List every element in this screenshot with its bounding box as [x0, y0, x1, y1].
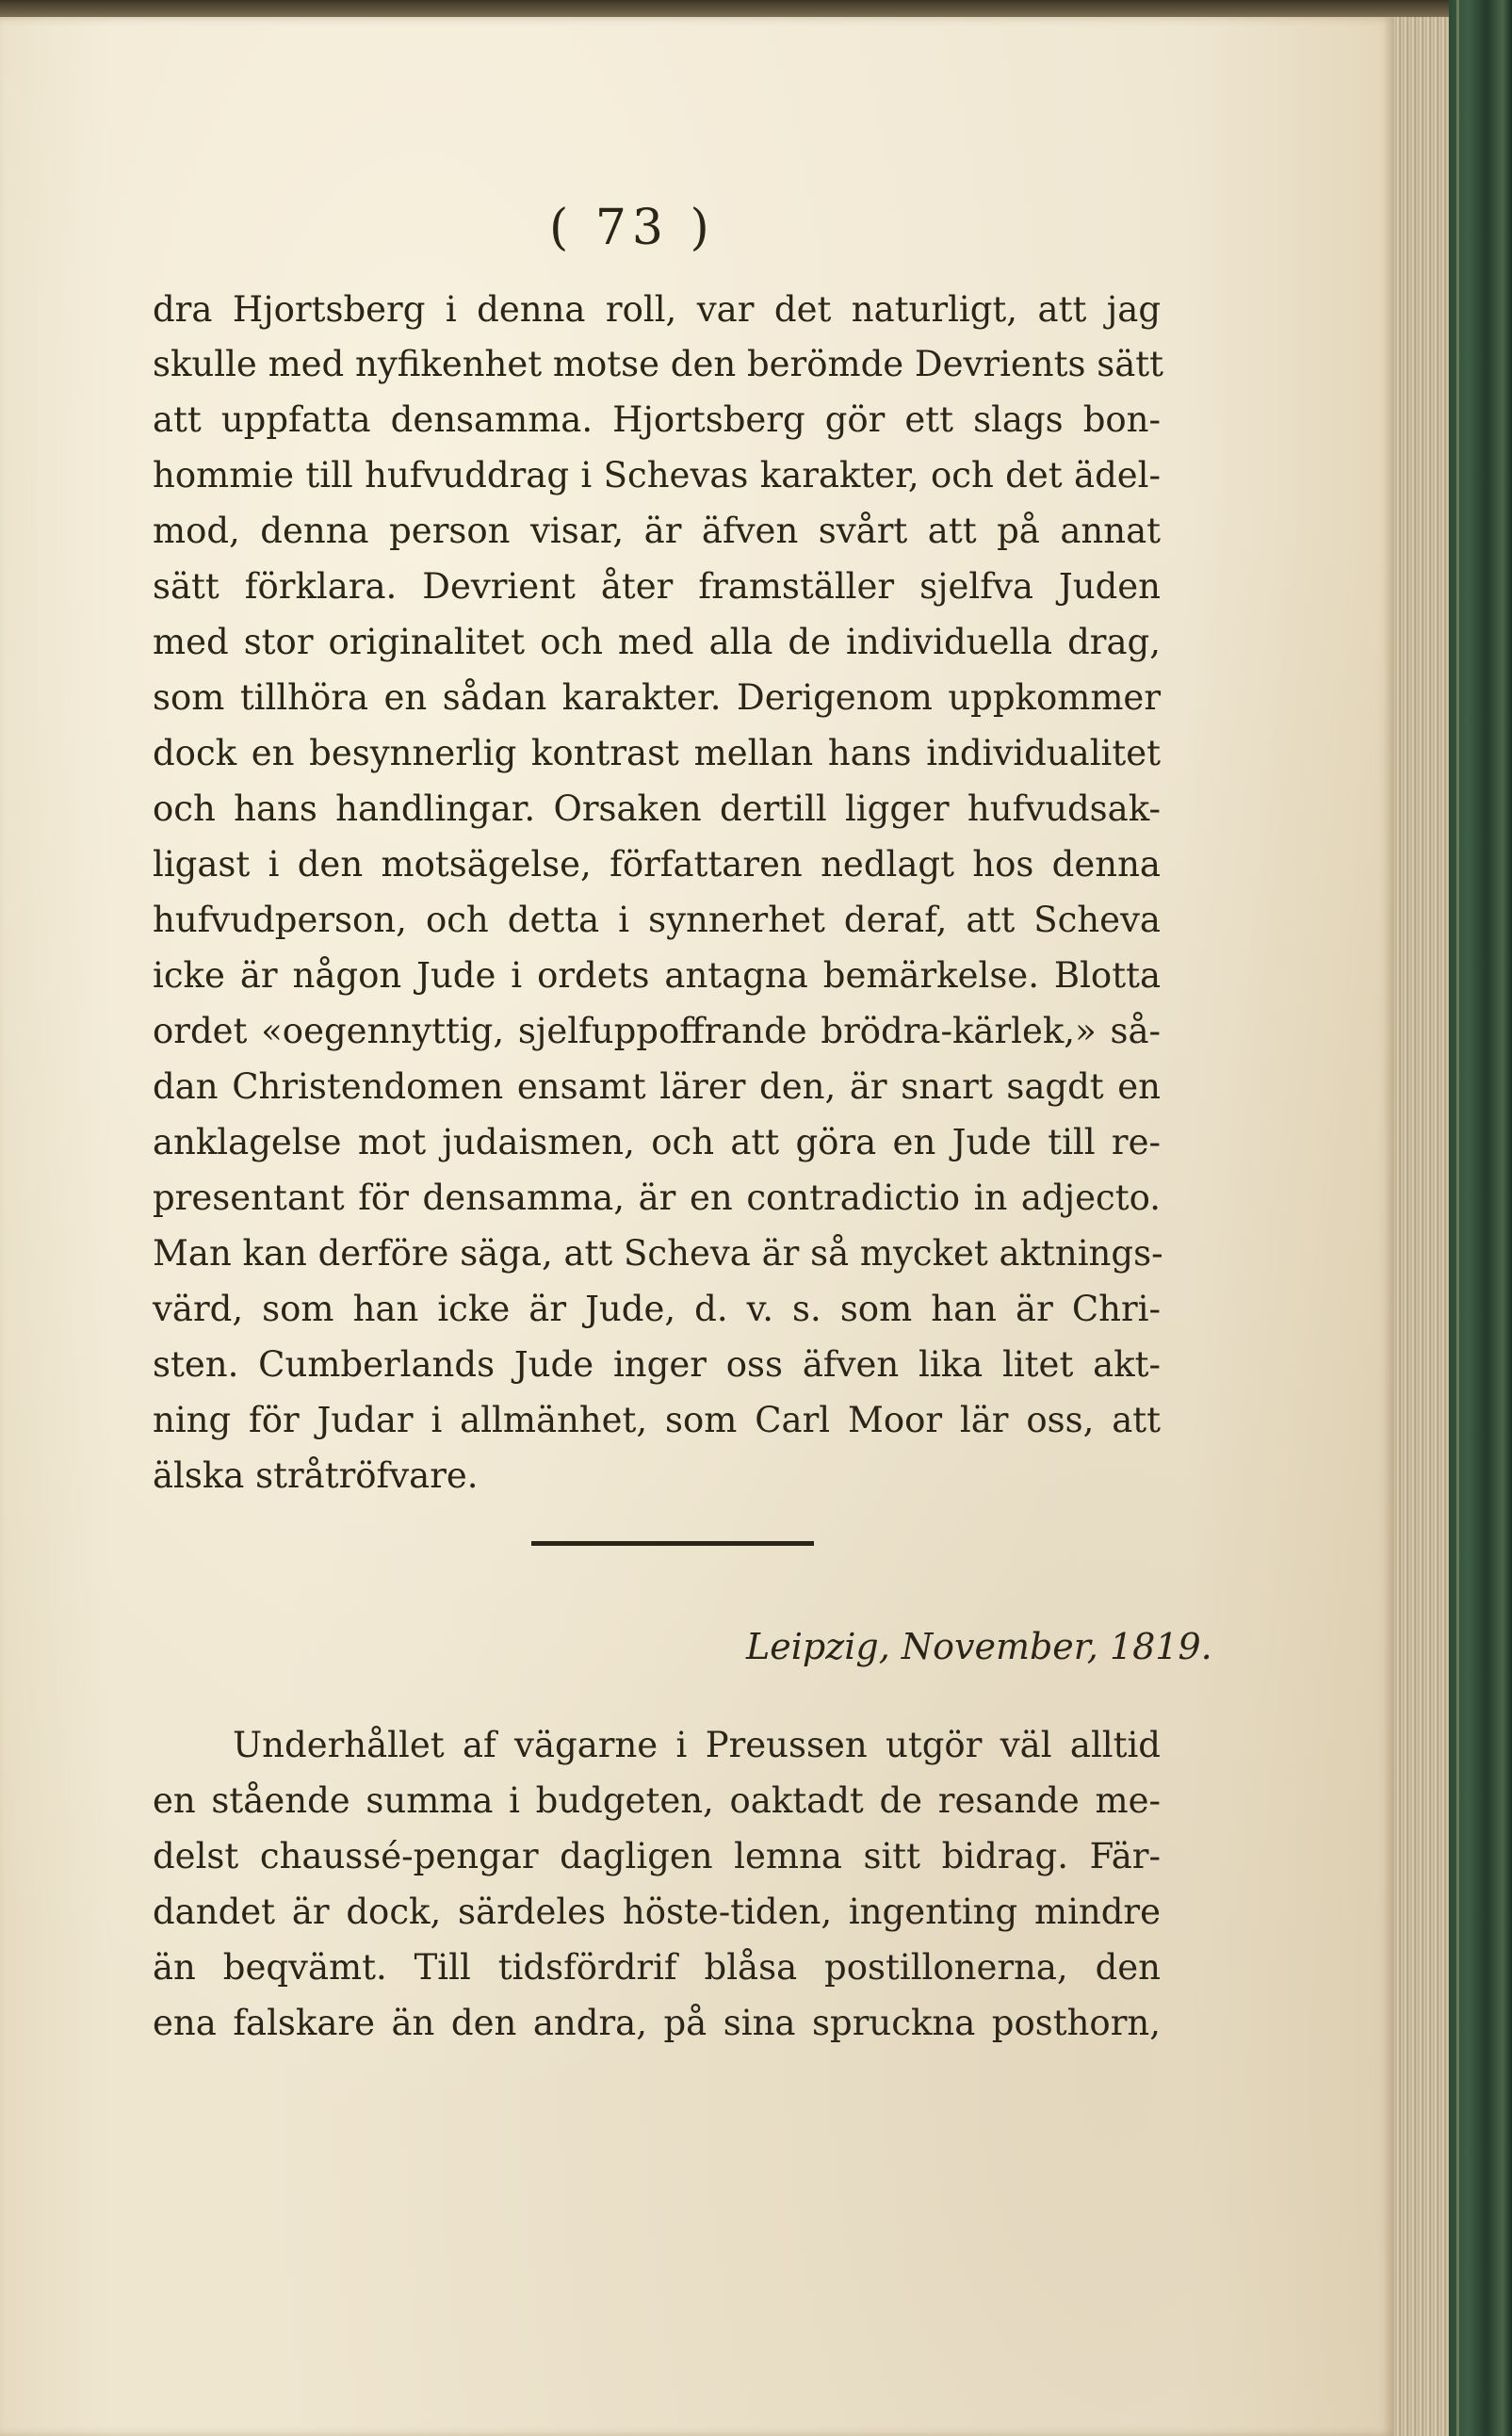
text-line: att uppfatta densamma. Hjortsberg gör ett slags bon-: [153, 399, 1161, 440]
text-line: hommie till hufvuddrag i Schevas karakter, och det ädel-: [153, 455, 1161, 495]
text-line: dock en besynnerlig kontrast mellan hans individualitet: [153, 733, 1161, 773]
book-spine: [1449, 0, 1512, 2436]
text-line: ordet «oegennyttig, sjelfuppoffrande brödra-kärlek,» så-: [153, 1011, 1161, 1051]
text-line: delst chaussé-pengar dagligen lemna sitt bidrag. Fär-: [153, 1836, 1161, 1876]
text-line: dan Christendomen ensamt lärer den, är snart sagdt en: [153, 1066, 1161, 1107]
text-line: än beqvämt. Till tidsfördrif blåsa postillonerna, den: [153, 1947, 1161, 1988]
text-line: mod, denna person visar, är äfven svårt att på annat: [153, 511, 1161, 551]
text-line: värd, som han icke är Jude, d. v. s. som han är Chri-: [153, 1289, 1161, 1329]
dateline: Leipzig, November, 1819.: [746, 1626, 1212, 1667]
text-line: ena falskare än den andra, på sina spruckna posthorn,: [153, 2003, 1161, 2043]
text-line: som tillhöra en sådan karakter. Derigenom uppkommer: [153, 677, 1161, 718]
text-line: älska stråtröfvare.: [153, 1455, 479, 1496]
text-line: ligast i den motsägelse, författaren nedlagt hos denna: [153, 844, 1161, 885]
text-line: Man kan derföre säga, att Scheva är så mycket aktnings-: [153, 1233, 1163, 1274]
page-number: ( 73 ): [549, 200, 715, 256]
text-line: dandet är dock, särdeles höste-tiden, ingenting mindre: [153, 1892, 1161, 1932]
text-line: hufvudperson, och detta i synnerhet deraf, att Scheva: [153, 900, 1161, 940]
text-line: sätt förklara. Devrient åter framställer sjelfva Juden: [153, 566, 1161, 607]
text-line: Underhållet af vägarne i Preussen utgör väl alltid: [233, 1725, 1161, 1765]
text-line: och hans handlingar. Orsaken dertill ligger hufvudsak-: [153, 788, 1161, 829]
text-line: en stående summa i budgeten, oaktadt de resande me-: [153, 1780, 1161, 1821]
text-line: icke är någon Jude i ordets antagna bemärkelse. Blotta: [153, 955, 1161, 996]
text-line: dra Hjortsberg i denna roll, var det naturligt, att jag: [153, 289, 1161, 330]
text-line: presentant för densamma, är en contradictio in adjecto.: [153, 1177, 1161, 1218]
text-line: ning för Judar i allmänhet, som Carl Moor lär oss, att: [153, 1400, 1161, 1440]
text-line: med stor originalitet och med alla de individuella drag,: [153, 622, 1161, 662]
text-line: skulle med nyfikenhet motse den berömde Devrients sätt: [153, 344, 1164, 384]
text-line: sten. Cumberlands Jude inger oss äfven lika litet akt-: [153, 1344, 1161, 1385]
section-divider: [531, 1541, 814, 1546]
page-edges: [1394, 17, 1449, 2436]
text-line: anklagelse mot judaismen, och att göra en Jude till re-: [153, 1122, 1161, 1162]
